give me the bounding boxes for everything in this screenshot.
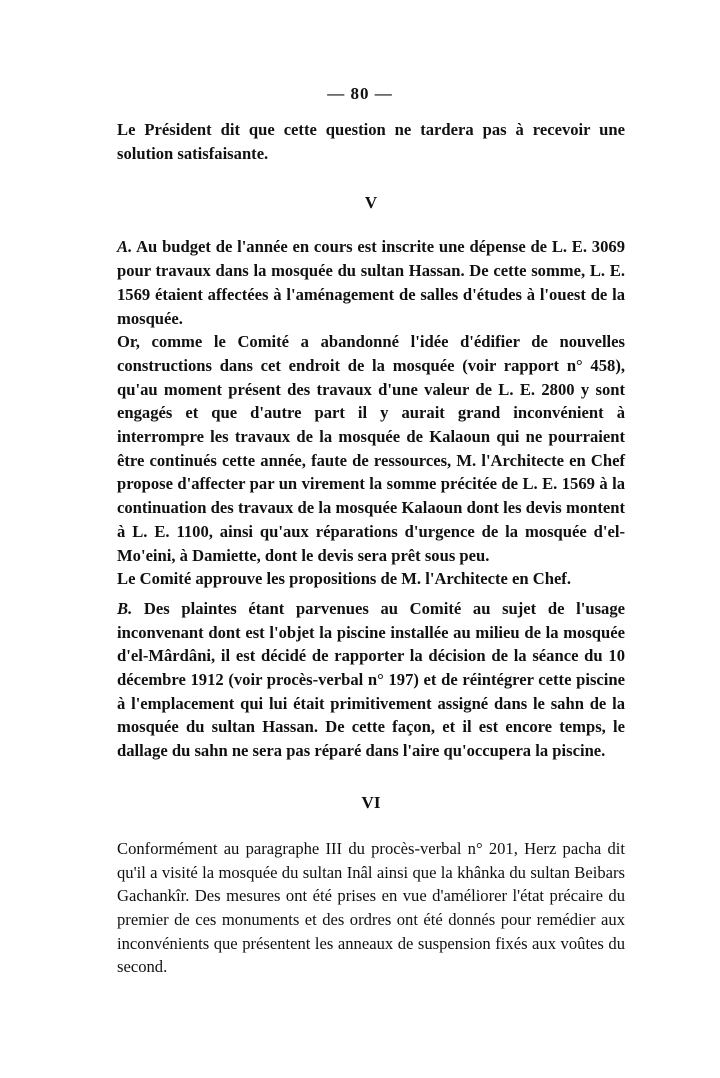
spacer <box>117 165 625 191</box>
paragraph-president <box>117 118 625 165</box>
section-vi-body <box>117 837 625 979</box>
item-b-text: Des plaintes étant parvenues au Comité au sujet de l'usage inconvenant dont est l'objet la piscine installée au milieu de la mosquée d'el-Mârdâni, il est décidé de rapporter la décision de la séance du 10 décembre 1912 (voir procès-verbal n° 197) et de réintégrer cette piscine à l'emplacement qui lui était primitivement assigné dans le sahn de la mosquée du sultan Hassan. De cette façon, et il est encore temps, le dallage du sahn ne sera pas réparé dans l'aire qu'occupera la piscine. <box>117 598 625 761</box>
item-b-letter: B. <box>117 598 133 618</box>
paragraph-item-a <box>117 235 625 330</box>
section-heading-vi: VI <box>361 792 381 812</box>
item-a-text: Au budget de l'année en cours est inscrite une dépense de L. E. 3069 pour travaux dans la mosquée du sultan Hassan. De cette somme, L. E. 1569 étaient affectées à l'aménagement de salles d'études à l'ouest de la mosquée. <box>117 237 625 328</box>
page-number: — 80 — <box>327 84 393 103</box>
paragraph-president-text: Le Président dit que cette question ne tardera pas à recevoir une solution satisfaisante. <box>117 120 625 163</box>
spacer <box>117 763 625 791</box>
item-a-approval-text: Le Comité approuve les propositions de M. l'Architecte en Chef. <box>117 569 571 589</box>
paragraph-item-b <box>117 597 625 763</box>
paragraph-item-a-approval <box>117 567 625 591</box>
section-heading-v: V <box>364 193 378 213</box>
text-column <box>117 118 625 979</box>
item-a-letter: A. <box>117 237 133 257</box>
item-a-continuation-text: Or, comme le Comité a abandonné l'idée d'édifier de nouvelles constructions dans cet endroit de la mosquée (voir rapport n° 458), qu'au moment présent des travaux d'une valeur de L. E. 2800 y sont engagés et que d'autre part il y aurait grand inconvénient à interrompre les travaux de la mosquée de Kalaoun qui ne pourraient être continués cette année, faute de ressources, M. l'Architecte en Chef propose d'affecter par un virement la somme précitée de L. E. 1569 à la continuation des travaux de la mosquée Kalaoun dont les devis montent à L. E. 1100, ainsi qu'aux réparations d'urgence de la mosquée d'el-Mo'eini, à Damiette, dont le devis sera prêt sous peu. <box>117 332 625 565</box>
spacer <box>117 815 625 837</box>
paragraph-vi <box>117 837 625 979</box>
spacer <box>117 215 625 235</box>
paragraph-vi-text: Conformément au paragraphe III du procès-verbal n° 201, Herz pacha dit qu'il a visité la mosquée du sultan Inâl ainsi que la khânka du sultan Beibars Gachankîr. Des mesures ont été prises en vue d'améliorer l'état précaire du premier de ces monuments et des ordres ont été donnés pour remédier aux inconvénients que présentent les anneaux de suspension fixés aux voûtes du second. <box>117 838 625 977</box>
paragraph-item-a-continuation <box>117 330 625 567</box>
